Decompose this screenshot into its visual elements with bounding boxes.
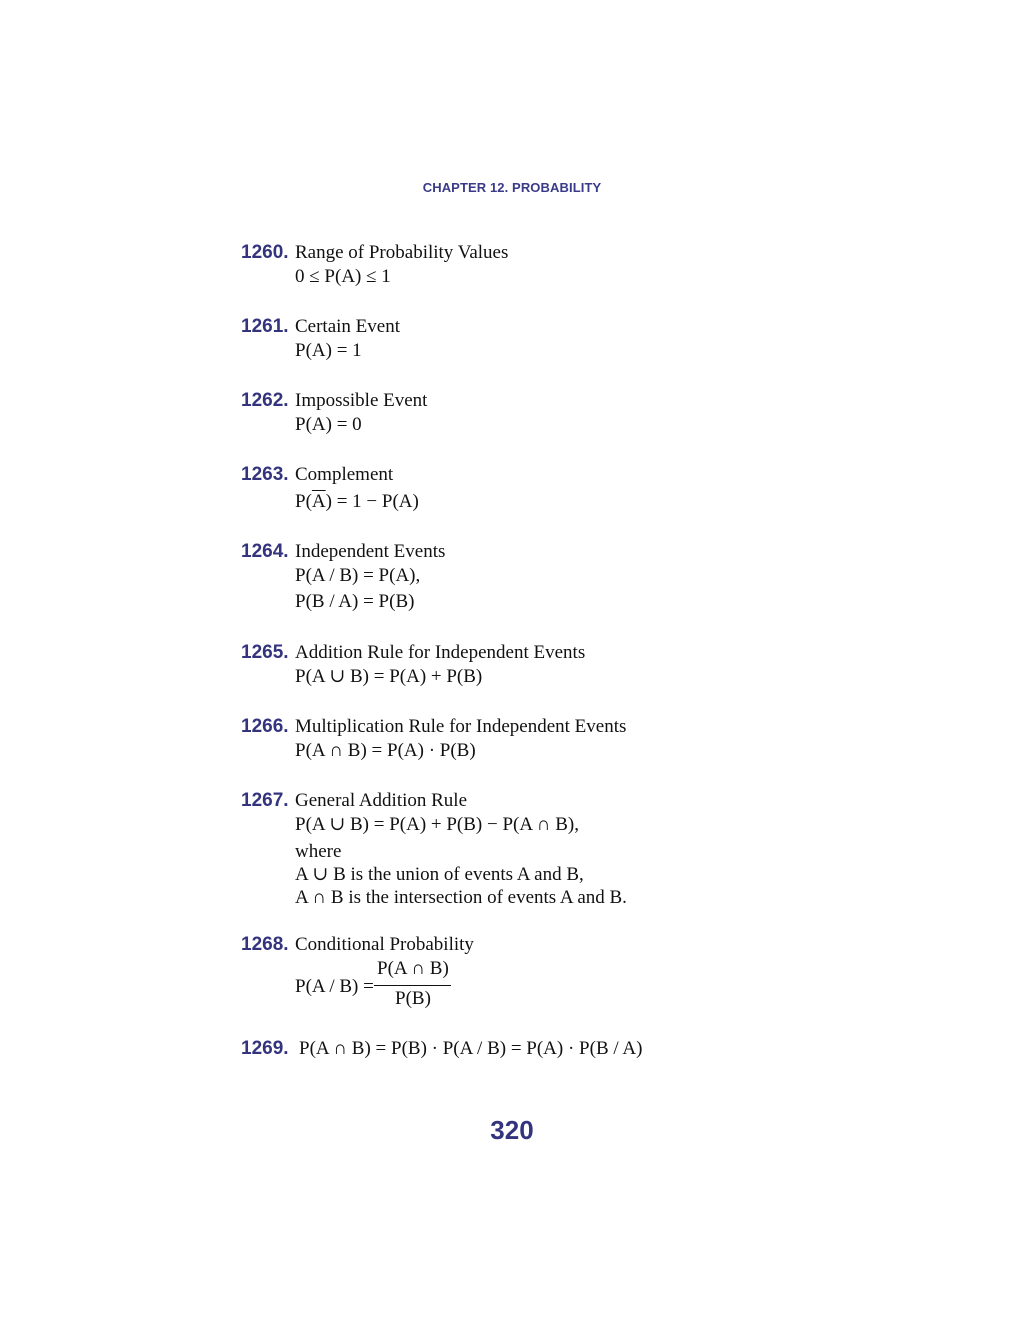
formula-number: 1266.: [241, 716, 289, 737]
formula-number: 1269.: [241, 1038, 289, 1059]
formula-title: Certain Event: [295, 316, 400, 337]
chapter-header: CHAPTER 12. PROBABILITY: [422, 180, 602, 195]
fraction-numerator: P(A ∩ B): [377, 958, 449, 979]
formula-expression: P(A) = 0: [295, 414, 362, 435]
formula-number: 1267.: [241, 790, 289, 811]
formula-expression: P(B / A) = P(B): [295, 591, 415, 612]
formula-number: 1268.: [241, 934, 289, 955]
formula-title: General Addition Rule: [295, 790, 468, 811]
formula-where: where: [295, 841, 342, 862]
complement-event: $\overline{A}$: [311, 491, 326, 512]
formula-expression: P(A ∪ B) = P(A) + P(B): [295, 666, 483, 687]
fraction-lhs: P(A / B) =: [295, 976, 374, 997]
formula-title: Range of Probability Values: [295, 242, 509, 263]
formula-title: Conditional Probability: [295, 934, 474, 955]
complement-rhs: = 1 − P(A): [336, 491, 419, 512]
formula-number: 1263.: [241, 464, 289, 485]
formula-title: Multiplication Rule for Independent Events: [295, 716, 627, 737]
fraction-denominator: P(B): [395, 988, 431, 1009]
formula-definition: A ∪ B is the union of events A and B,: [295, 864, 584, 885]
complement-suffix: ): [325, 491, 332, 512]
formula-number: 1261.: [241, 316, 289, 337]
formula-expression: [295, 490, 419, 514]
formula-title: Addition Rule for Independent Events: [295, 642, 586, 663]
formula-definition: A ∩ B is the intersection of events A and B.: [295, 887, 627, 908]
formula-title: Complement: [295, 464, 394, 485]
formula-expression: P(A / B) = P(A),: [295, 565, 421, 586]
formula-expression: P(A) = 1: [295, 340, 362, 361]
formula-number: 1264.: [241, 541, 289, 562]
formula-number: 1260.: [241, 242, 289, 263]
formula-expression: P(A ∩ B) = P(B) · P(A / B) = P(A) · P(B / A): [299, 1038, 643, 1059]
formula-title: Independent Events: [295, 541, 446, 562]
formula-expression: P(A ∪ B) = P(A) + P(B) − P(A ∩ B),: [295, 814, 580, 835]
complement-prefix: P(: [295, 491, 312, 512]
formula-expression: 0 ≤ P(A) ≤ 1: [295, 266, 391, 287]
formula-number: 1262.: [241, 390, 289, 411]
formula-number: 1265.: [241, 642, 289, 663]
formula-title: Impossible Event: [295, 390, 428, 411]
page-number: 320: [490, 1115, 534, 1145]
fraction-bar: [374, 985, 451, 986]
formula-expression: P(A ∩ B) = P(A) · P(B): [295, 740, 476, 761]
